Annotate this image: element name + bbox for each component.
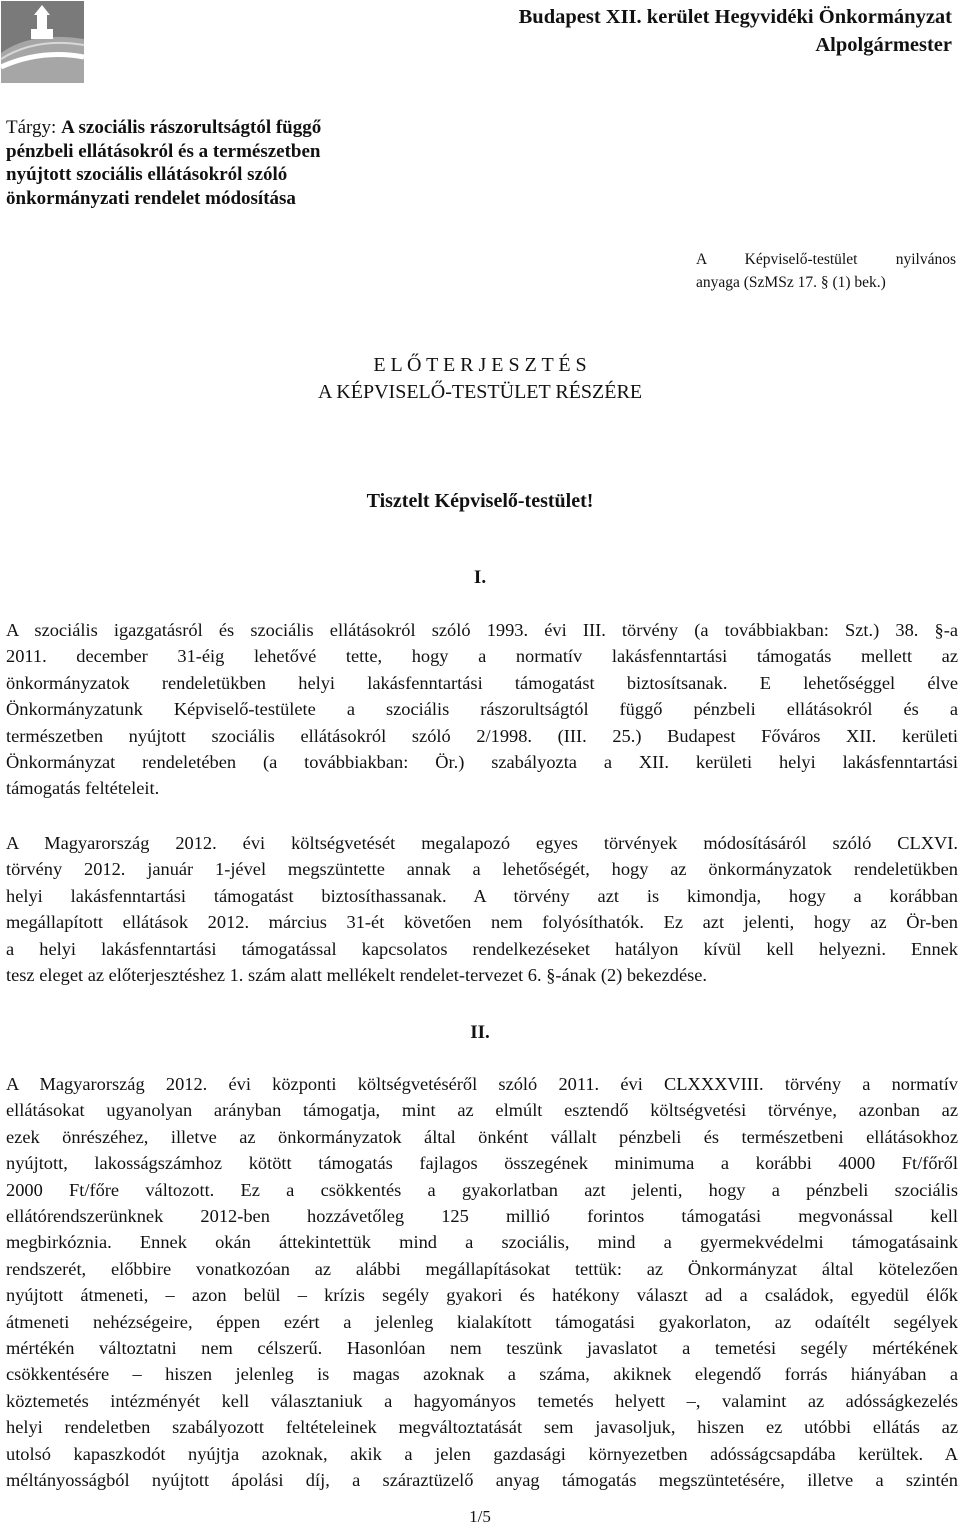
title-line: E L Ő T E R J E S Z T É S <box>373 354 587 376</box>
text-line: törvény 2012. január 1-jével megszüntette annak a lehetőségét, hogy az önkormányzatok rendeletükben <box>6 859 958 880</box>
text-line: nyújtott, lakosságszámhoz kötött támogatás fajlagos összegének minimuma a korábbi 4000 Ft/főről <box>6 1153 958 1174</box>
text-line: megbirkóznia. Ennek okán áttekintettük mind a szociális, mind a gyermekvédelmi támogatásaink <box>6 1232 958 1253</box>
text-line: Önkormányzat rendeletében (a továbbiakban: Ör.) szabályozta a XII. kerületi helyi lakásfenntartási <box>6 752 958 773</box>
text-line: nyújtott átmeneti, – azon belül – krízis segély gyakori és hatékony választ ad a családok, egyedül élők <box>6 1285 958 1306</box>
text-line: utolsó kapaszkodót nyújtja azoknak, akik a jelen gazdasági környezetben adósságcsapdába kerültek. A <box>6 1443 958 1464</box>
section-heading-2: II. <box>470 1022 490 1043</box>
text-line: önkormányzatok rendeletükben helyi lakásfenntartási támogatást biztosítsanak. E lehetőséggel élve <box>6 672 958 693</box>
section-heading-1: I. <box>473 567 487 588</box>
text-line: ellátásokat ugyanolyan arányban támogatja, mint az elmúlt esztendő költségvetési törvénye, azonban az <box>6 1100 958 1121</box>
text-line: tesz eleget az előterjesztéshez 1. szám alatt mellékelt rendelet-tervezet 6. §-ának (2) bekezdése. <box>6 965 708 986</box>
municipality-logo <box>1 1 84 83</box>
page-number: 1/5 <box>469 1507 491 1526</box>
section1-paragraph-1 <box>6 617 958 802</box>
text-line: A Magyarország 2012. évi központi költségvetéséről szóló 2011. évi CLXXXVIII. törvény a normatív <box>6 1074 958 1094</box>
subject-label: Tárgy: <box>6 117 62 138</box>
text-line: átmeneti nehézségeire, éppen ezért a jelenleg kialakított támogatási gyakorlaton, az odaítélt segélyek <box>6 1311 958 1332</box>
text-line: megállapított ellátások 2012. március 31-ét követően nem folyósíthatók. Ez azt jelenti, hogy az Ör-ben <box>6 912 958 933</box>
subject-block <box>6 116 426 210</box>
text-line: köztemetés intézményét kell választaniuk a hagyományos temetés helyett –, valamint az adósságkezelés <box>6 1390 958 1411</box>
text-line: csökkentésére – hiszen jelenleg is magas azoknak a száma, akiknek elegendő forrás hiányában a <box>6 1364 958 1385</box>
title-line: A KÉPVISELŐ-TESTÜLET RÉSZÉRE <box>317 381 643 403</box>
text-line: helyi lakásfenntartási támogatást biztosíthassanak. A törvény azt is kimondja, hogy a korábban <box>6 885 958 906</box>
header-role: Alpolgármester <box>815 34 952 56</box>
subject-line: nyújtott szociális ellátásokról szóló <box>6 164 288 185</box>
section1-paragraph-2 <box>6 830 958 988</box>
text-line: A Magyarország 2012. évi költségvetését megalapozó egyes törvények módosításáról szóló CLXVI. <box>6 833 958 853</box>
text-line: a helyi lakásfenntartási támogatással kapcsolatos rendelkezéseket hatályon kívül kell helyezni. Ennek <box>6 938 958 959</box>
text-line: A szociális igazgatásról és szociális ellátásokról szóló 1993. évi III. törvény (a továbbiakban: Szt.) 38. §-a <box>6 620 958 640</box>
header-office: Budapest XII. kerület Hegyvidéki Önkormányzat <box>518 6 952 28</box>
subject-line: pénzbeli ellátásokról és a természetben <box>6 140 321 162</box>
greeting: Tisztelt Képviselő-testület! <box>366 490 594 512</box>
text-line: természetben nyújtott szociális ellátásokról szóló 2/1998. (III. 25.) Budapest Főváros XII. kerületi <box>6 725 958 746</box>
text-line: helyi rendeletben szabályozott feltételeinek megváltoztatását sem javasoljuk, hiszen ez utóbbi ellátás az <box>6 1417 958 1438</box>
text-line: 2000 Ft/főre változott. Ez a csökkentés a gyakorlatban azt jelenti, hogy a pénzbeli szociális <box>6 1179 958 1200</box>
text-line: mértékén változtatni nem célszerű. Hasonlóan nem teszünk javaslatot a temetési segély mértékének <box>6 1338 958 1359</box>
text-line: Önkormányzatunk Képviselő-testülete a szociális rászorultságtól függő pénzbeli ellátásokról és a <box>6 699 958 720</box>
public-note-line: A Képviselő-testület nyilvános <box>696 251 956 268</box>
text-line: 2011. december 31-éig lehetővé tette, hogy a normatív lakásfenntartási támogatás mellett az <box>6 646 958 667</box>
text-line: ellátórendszerünknek 2012-ben hozzávetőleg 125 millió forintos támogatási megvonással kell <box>6 1206 958 1227</box>
text-line: ezek önrészéhez, illetve az önkormányzatok által önként vállalt pénzbeli és természetbeni ellátásokhoz <box>6 1126 958 1147</box>
document-header <box>519 3 952 59</box>
subject-line: önkormányzati rendelet módosítása <box>6 187 296 209</box>
subject-line: A szociális rászorultságtól függő <box>61 117 322 138</box>
public-note-line: anyaga (SzMSz 17. § (1) bek.) <box>696 274 886 291</box>
text-line: rendszerét, előbbire vonatkozóan az alábbi megállapításokat tettük: az Önkormányzat által kötelezően <box>6 1258 958 1279</box>
text-line: méltányosságból nyújtott ápolási díj, a száraztüzelő anyag támogatás megszüntetésére, illetve a szintén <box>6 1470 958 1491</box>
text-line: támogatás feltételeit. <box>6 778 160 799</box>
section2-paragraph-1 <box>6 1071 958 1494</box>
document-title <box>0 352 960 406</box>
public-note <box>696 248 956 294</box>
